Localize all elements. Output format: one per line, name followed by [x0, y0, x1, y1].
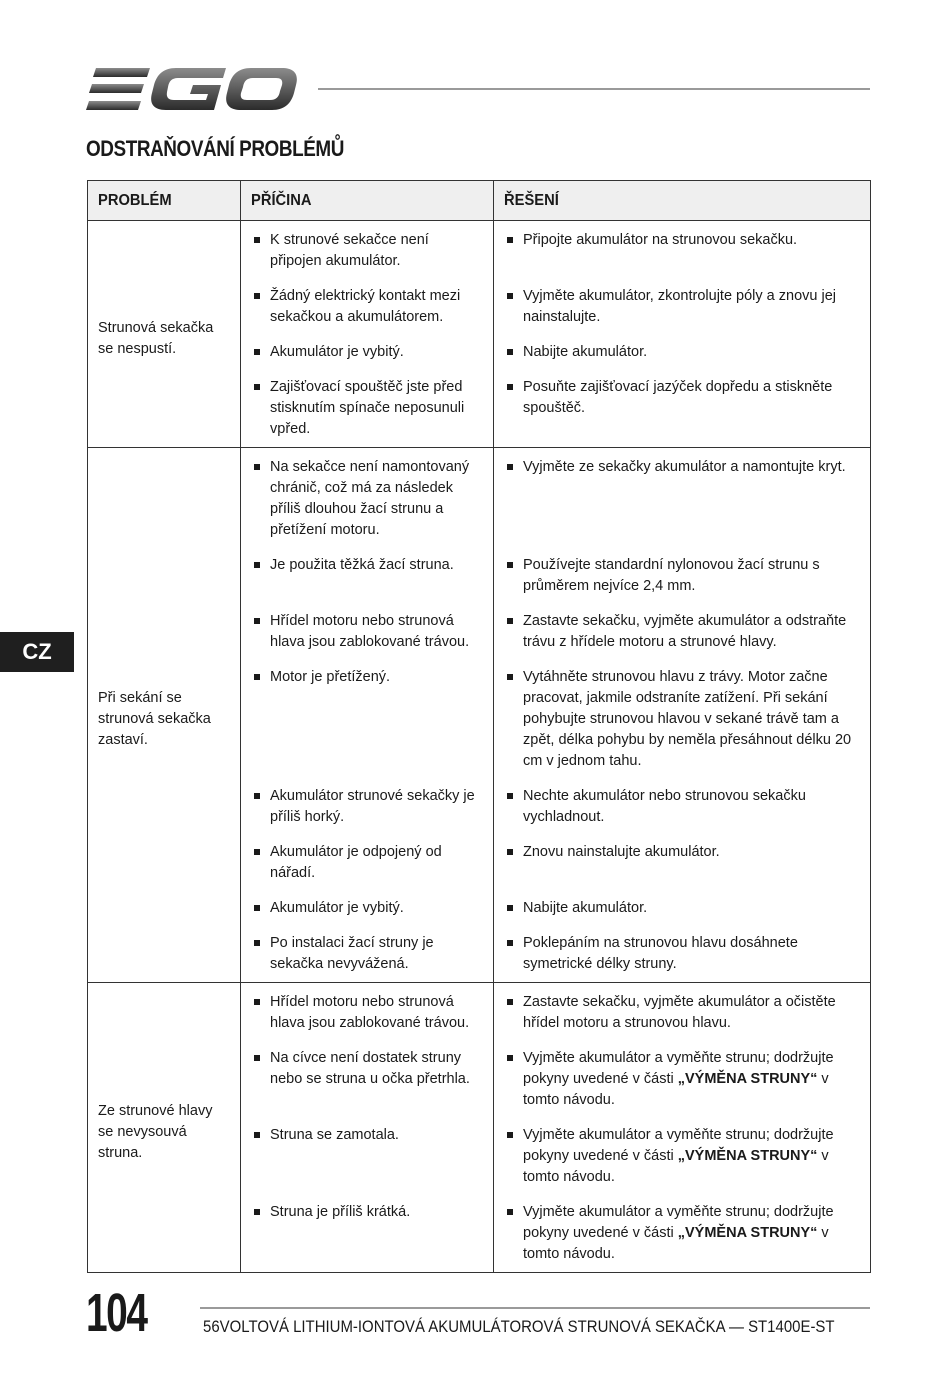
solution-item: Znovu nainstalujte akumulátor.: [504, 842, 860, 863]
section-reference: „VÝMĚNA STRUNY“: [677, 1225, 818, 1241]
cause-item: Po instalaci žací struny je sekačka nevyvážená.: [251, 933, 483, 975]
solution-cell: [494, 611, 871, 667]
problem-cell: Ze strunové hlavy se nevysouvá struna.: [88, 983, 241, 1273]
solution-cell: [494, 555, 871, 611]
cause-cell: [241, 342, 494, 377]
cause-cell: [241, 611, 494, 667]
cause-cell: [241, 286, 494, 342]
header-cause: PŘÍČINA: [241, 181, 494, 221]
solution-item: Nechte akumulátor nebo strunovou sekačku vychladnout.: [504, 786, 860, 828]
ego-logo: [86, 66, 298, 112]
cause-cell: [241, 667, 494, 786]
section-reference: „VÝMĚNA STRUNY“: [677, 1071, 818, 1087]
solution-item: Nabijte akumulátor.: [504, 898, 860, 919]
solution-item: Vyjměte akumulátor a vyměňte strunu; dodržujte pokyny uvedené v části „VÝMĚNA STRUNY“ v tomto návodu.: [504, 1125, 860, 1188]
header-solution: ŘEŠENÍ: [494, 181, 871, 221]
cause-item: Zajišťovací spouštěč jste před stisknutím spínače neposunuli vpřed.: [251, 377, 483, 440]
cause-item: Akumulátor je vybitý.: [251, 342, 483, 363]
solution-cell: [494, 842, 871, 898]
solution-cell: [494, 286, 871, 342]
cause-item: Žádný elektrický kontakt mezi sekačkou a akumulátorem.: [251, 286, 483, 328]
page-title: ODSTRAŇOVÁNÍ PROBLÉMŮ: [86, 136, 344, 161]
cause-item: Na sekačce není namontovaný chránič, což má za následek příliš dlouhou žací strunu a přetížení motoru.: [251, 457, 483, 541]
cause-item: Akumulátor je vybitý.: [251, 898, 483, 919]
troubleshooting-table: [87, 180, 871, 1273]
footer-rule: [200, 1307, 870, 1309]
table-row: [88, 221, 871, 287]
table-row: [88, 448, 871, 556]
cause-item: Hřídel motoru nebo strunová hlava jsou zablokované trávou.: [251, 611, 483, 653]
solution-item: Zastavte sekačku, vyjměte akumulátor a odstraňte trávu z hřídele motoru a strunové hlavy.: [504, 611, 860, 653]
table-header-row: [88, 181, 871, 221]
ego-logo-icon: [86, 66, 298, 112]
cause-item: Je použita těžká žací struna.: [251, 555, 483, 576]
cause-cell: [241, 1048, 494, 1125]
cause-cell: [241, 842, 494, 898]
cause-cell: [241, 1125, 494, 1202]
cause-item: Na cívce není dostatek struny nebo se struna u očka přetrhla.: [251, 1048, 483, 1090]
cause-cell: [241, 786, 494, 842]
page-number: 104: [86, 1283, 147, 1343]
header-problem: PROBLÉM: [88, 181, 241, 221]
solution-item: Vyjměte akumulátor, zkontrolujte póly a znovu jej nainstalujte.: [504, 286, 860, 328]
solution-cell: [494, 786, 871, 842]
cause-cell: [241, 1202, 494, 1273]
solution-item: Poklepáním na strunovou hlavu dosáhnete symetrické délky struny.: [504, 933, 860, 975]
solution-cell: [494, 933, 871, 983]
language-tab: CZ: [0, 632, 74, 672]
solution-item: Používejte standardní nylonovou žací strunu s průměrem nejvíce 2,4 mm.: [504, 555, 860, 597]
table-row: [88, 983, 871, 1049]
section-reference: „VÝMĚNA STRUNY“: [677, 1148, 818, 1164]
solution-item: Vyjměte akumulátor a vyměňte strunu; dodržujte pokyny uvedené v části „VÝMĚNA STRUNY“ v tomto návodu.: [504, 1048, 860, 1111]
solution-item: Vyjměte ze sekačky akumulátor a namontujte kryt.: [504, 457, 860, 478]
solution-item: Nabijte akumulátor.: [504, 342, 860, 363]
problem-cell: Při sekání se strunová sekačka zastaví.: [88, 448, 241, 983]
cause-cell: [241, 933, 494, 983]
cause-item: Akumulátor je odpojený od nářadí.: [251, 842, 483, 884]
cause-cell: [241, 555, 494, 611]
solution-cell: [494, 448, 871, 556]
cause-item: Motor je přetížený.: [251, 667, 483, 688]
cause-item: K strunové sekačce není připojen akumulátor.: [251, 230, 483, 272]
cause-cell: [241, 377, 494, 448]
cause-cell: [241, 448, 494, 556]
solution-item: Zastavte sekačku, vyjměte akumulátor a očistěte hřídel motoru a strunovou hlavu.: [504, 992, 860, 1034]
solution-item: Vytáhněte strunovou hlavu z trávy. Motor začne pracovat, jakmile odstraníte zatížení. Při sekání pohybujte strunovou hlavou v sekané trávě tam a zpět, délka pohybu by neměla přesáhnout délku 20 cm v jednom tahu.: [504, 667, 860, 772]
solution-cell: [494, 1202, 871, 1273]
solution-cell: [494, 983, 871, 1049]
cause-cell: [241, 221, 494, 287]
cause-item: Akumulátor strunové sekačky je příliš horký.: [251, 786, 483, 828]
cause-cell: [241, 983, 494, 1049]
cause-item: Hřídel motoru nebo strunová hlava jsou zablokované trávou.: [251, 992, 483, 1034]
cause-cell: [241, 898, 494, 933]
solution-cell: [494, 221, 871, 287]
footer-title: 56VOLTOVÁ LITHIUM-IONTOVÁ AKUMULÁTOROVÁ STRUNOVÁ SEKAČKA — ST1400E-ST: [203, 1317, 835, 1336]
solution-cell: [494, 342, 871, 377]
solution-item: Posuňte zajišťovací jazýček dopředu a stiskněte spouštěč.: [504, 377, 860, 419]
solution-cell: [494, 1048, 871, 1125]
solution-item: Vyjměte akumulátor a vyměňte strunu; dodržujte pokyny uvedené v části „VÝMĚNA STRUNY“ v tomto návodu.: [504, 1202, 860, 1265]
header-rule: [318, 88, 870, 90]
cause-item: Struna je příliš krátká.: [251, 1202, 483, 1223]
solution-cell: [494, 377, 871, 448]
cause-item: Struna se zamotala.: [251, 1125, 483, 1146]
problem-cell: Strunová sekačka se nespustí.: [88, 221, 241, 448]
solution-cell: [494, 667, 871, 786]
solution-cell: [494, 1125, 871, 1202]
solution-item: Připojte akumulátor na strunovou sekačku.: [504, 230, 860, 251]
solution-cell: [494, 898, 871, 933]
